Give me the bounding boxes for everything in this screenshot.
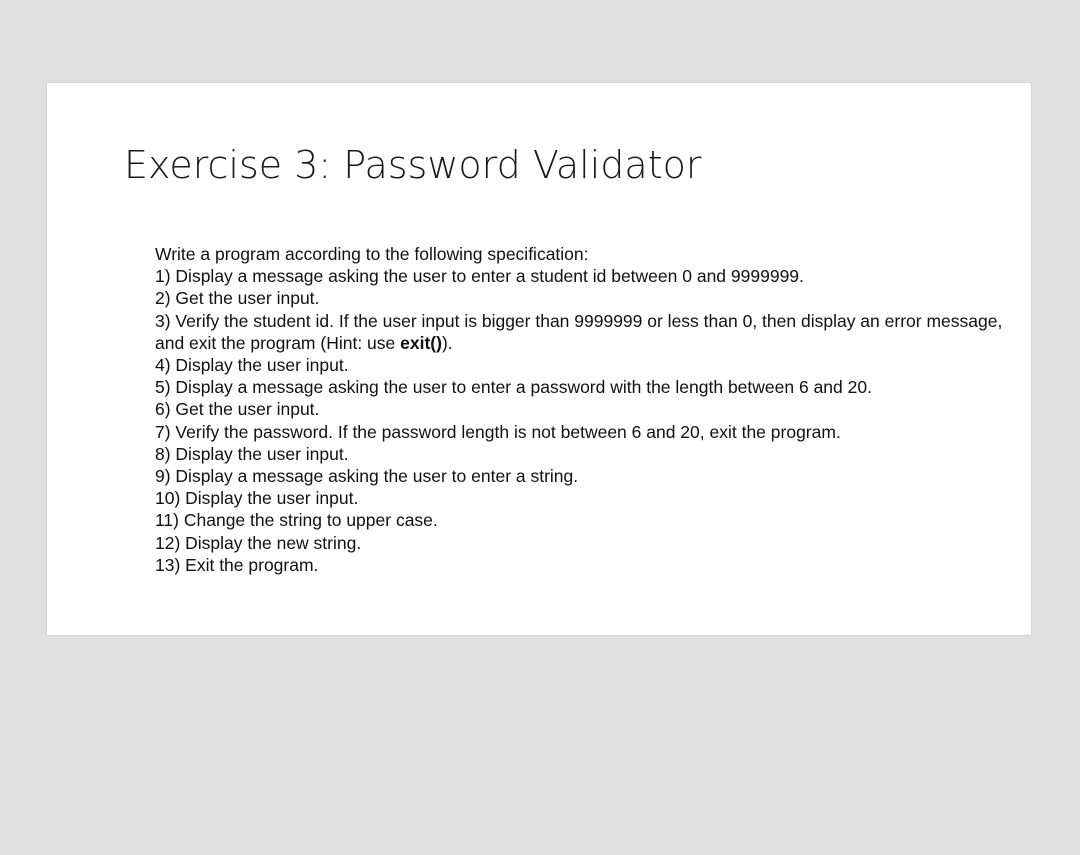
step-1: 1) Display a message asking the user to enter a student id between 0 and 9999999. <box>155 266 804 287</box>
slide-body <box>155 243 1005 576</box>
step-3-end: ). <box>441 332 453 353</box>
step-2: 2) Get the user input. <box>155 288 320 309</box>
intro-text: Write a program according to the following specification: <box>155 244 589 264</box>
step-6: 6) Get the user input. <box>155 399 320 420</box>
step-9: 9) Display a message asking the user to enter a string. <box>155 466 579 487</box>
step-3 <box>155 310 1005 354</box>
step-3-text: 3) Verify the student id. If the user input is bigger than 9999999 or less than 0, then display an error message, and exit the program (Hint: use <box>155 310 1003 353</box>
slide <box>46 82 1032 636</box>
step-10: 10) Display the user input. <box>155 488 359 509</box>
step-7: 7) Verify the password. If the password length is not between 6 and 20, exit the program. <box>155 421 841 442</box>
step-13: 13) Exit the program. <box>155 554 319 575</box>
step-11: 11) Change the string to upper case. <box>155 510 438 531</box>
slide-title: Exercise 3: Password Validator <box>124 143 702 187</box>
exit-hint-code: exit() <box>400 332 442 353</box>
step-4: 4) Display the user input. <box>155 355 349 376</box>
step-8: 8) Display the user input. <box>155 443 349 464</box>
step-12: 12) Display the new string. <box>155 532 362 553</box>
step-5: 5) Display a message asking the user to enter a password with the length between 6 and 20. <box>155 377 872 398</box>
